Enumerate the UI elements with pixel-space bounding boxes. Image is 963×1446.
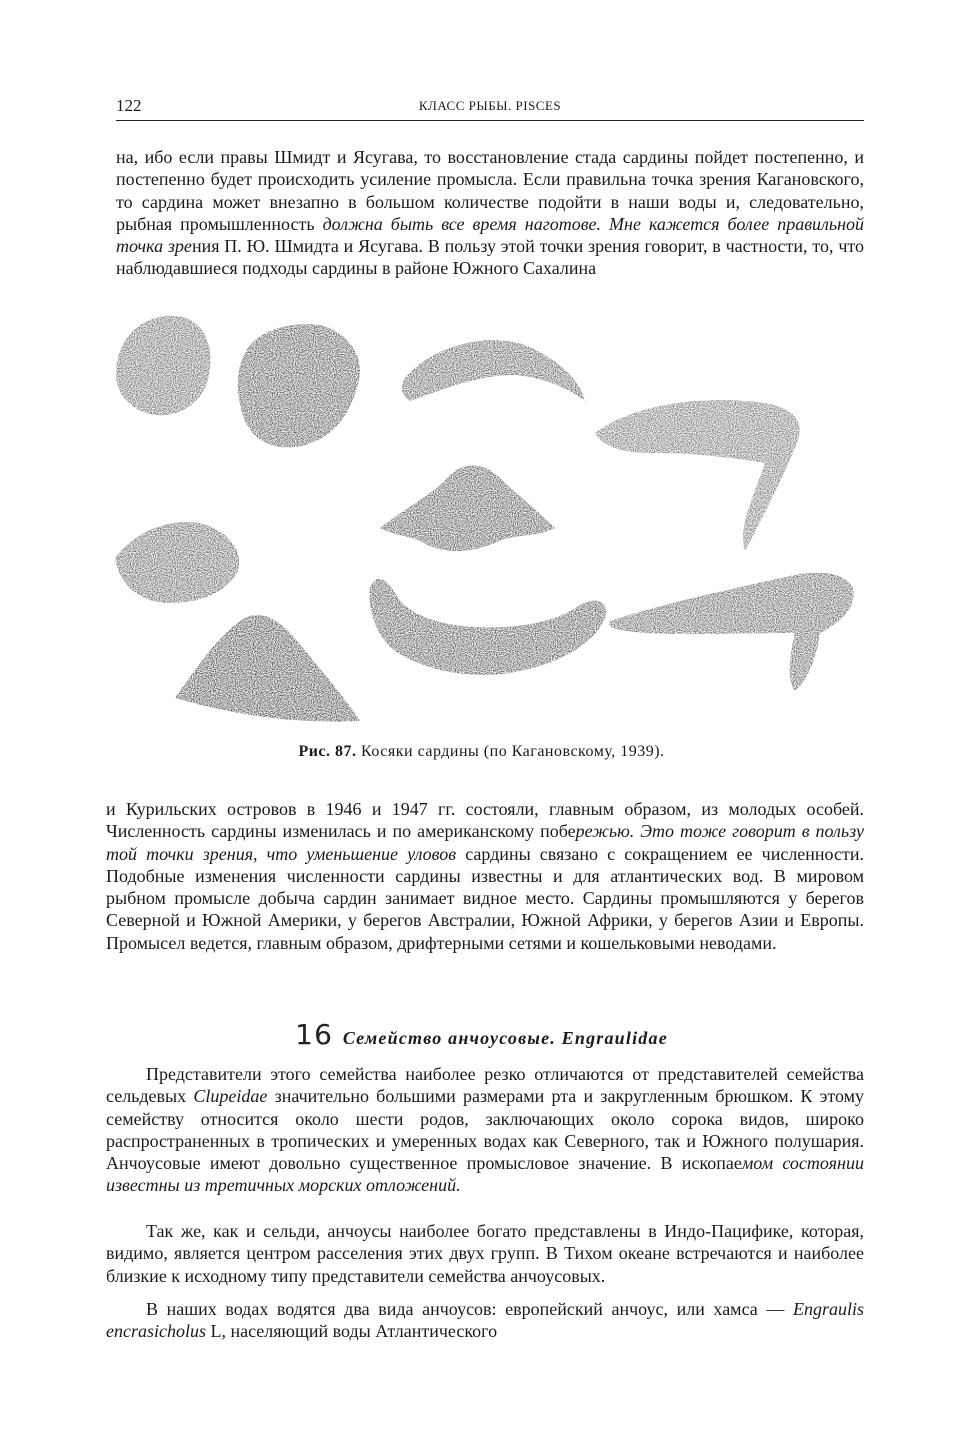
school-shape-7: [175, 615, 360, 722]
running-title: КЛАСС РЫБЫ. PISCES: [418, 98, 562, 113]
paragraph-engraulidae: [106, 1063, 864, 1197]
paragraph-text-end: ния П. Ю. Шмидта и Ясугава. В пользу этой точки зрения говорит, в частности, то, что наблюдавшиеся подходы сардины в районе Южного Сахалина: [116, 236, 864, 279]
paragraph-text: Представители этого семейства наиболее резко отличаются от представителей семейства сельдевых: [106, 1064, 864, 1107]
school-shape-3: [402, 340, 585, 401]
paragraph-text: на, ибо если правы Шмидт и Ясугава, то восстановление стада сардины пойдет постепенно, и постепенно будет происходить усиление промысла. Если правильна точка зрения Кагановского, то сардина может внезапно в большом количестве подойти в наши воды и, следовательно, рыбная промышленность: [116, 147, 864, 234]
genus-name: Clupeidae: [193, 1086, 268, 1107]
school-shape-6: [115, 522, 239, 603]
sardine-schools-illustration: [105, 303, 865, 733]
school-shape-2: [238, 324, 360, 447]
paragraph-species: [106, 1298, 864, 1343]
species-name: Engraulis encrasicholus: [106, 1299, 864, 1342]
school-shape-4: [595, 400, 800, 551]
school-shape-8: [369, 579, 606, 675]
paragraph-text: В наших водах водятся два вида анчоусов: европейский анчоус, или хамса —: [146, 1299, 785, 1319]
figure-caption: [0, 743, 963, 761]
paragraph-italic: режью. Это тоже говорит в пользу той точки зрения, что уменьшение уловов: [106, 821, 864, 864]
paragraph-text-end: сардины связано с сокращением ее численности. Подобные изменения численности сардины известны и для атлантических вод. В мировом рыбном промысле добыча сардин занимает видное место. Сардины промышляются у берегов Северной и Южной Америки, у берегов Австралии, Южной Африки, у берегов Азии и Европы. Промысел ведется, главным образом, дрифтерными сетями и кошельковыми неводами.: [106, 843, 864, 953]
paragraph-text: Так же, как и сельди, анчоусы наиболее богато представлены в Индо-Пацифике, которая, видимо, является центром расселения этих двух групп. В Тихом океане встречаются и наиболее близкие к исходному типу представители семейства анчоусовых.: [106, 1221, 864, 1286]
page-header: [116, 96, 864, 122]
school-shape-1: [116, 316, 211, 415]
paragraph-italic: должна быть все время наготове. Мне кажется более правильной точка зре: [116, 213, 864, 257]
paragraph-text-end: L, населяющий воды Атлантического: [210, 1321, 498, 1342]
handwritten-mark: 16: [295, 1018, 334, 1051]
section-heading: [0, 1018, 963, 1051]
paragraph-intro: [116, 146, 864, 280]
paragraph-catches: [106, 798, 864, 954]
figure-sardine-schools: [105, 303, 865, 733]
header-rule: [116, 120, 864, 121]
figure-number: Рис. 87.: [298, 743, 357, 760]
paragraph-italic-end: мом состоянии известны из третичных морских отложений.: [106, 1153, 864, 1196]
school-shape-9: [609, 573, 854, 691]
figure-caption-text: Косяки сардины (по Кагановскому, 1939).: [361, 743, 665, 760]
paragraph-text-mid: значительно большими размерами рта и закругленным брюшком. К этому семейству относится около шести родов, заключающих около сорока видов, широко распространенных в тропических и умеренных водах как Северного, так и Южного полушария. Анчоусовые имеют довольно существенное промысловое значение. В ископае: [106, 1086, 865, 1174]
section-title: Семейство анчоусовые. Engraulidae: [342, 1028, 668, 1048]
school-shape-5: [380, 466, 555, 552]
paragraph-text: и Курильских островов в 1946 и 1947 гг. состояли, главным образом, из молодых особей. Численность сардины изменилась и по американскому побе: [106, 799, 864, 842]
page-number: 122: [116, 96, 142, 115]
paragraph-indo-pacific: [106, 1220, 864, 1287]
